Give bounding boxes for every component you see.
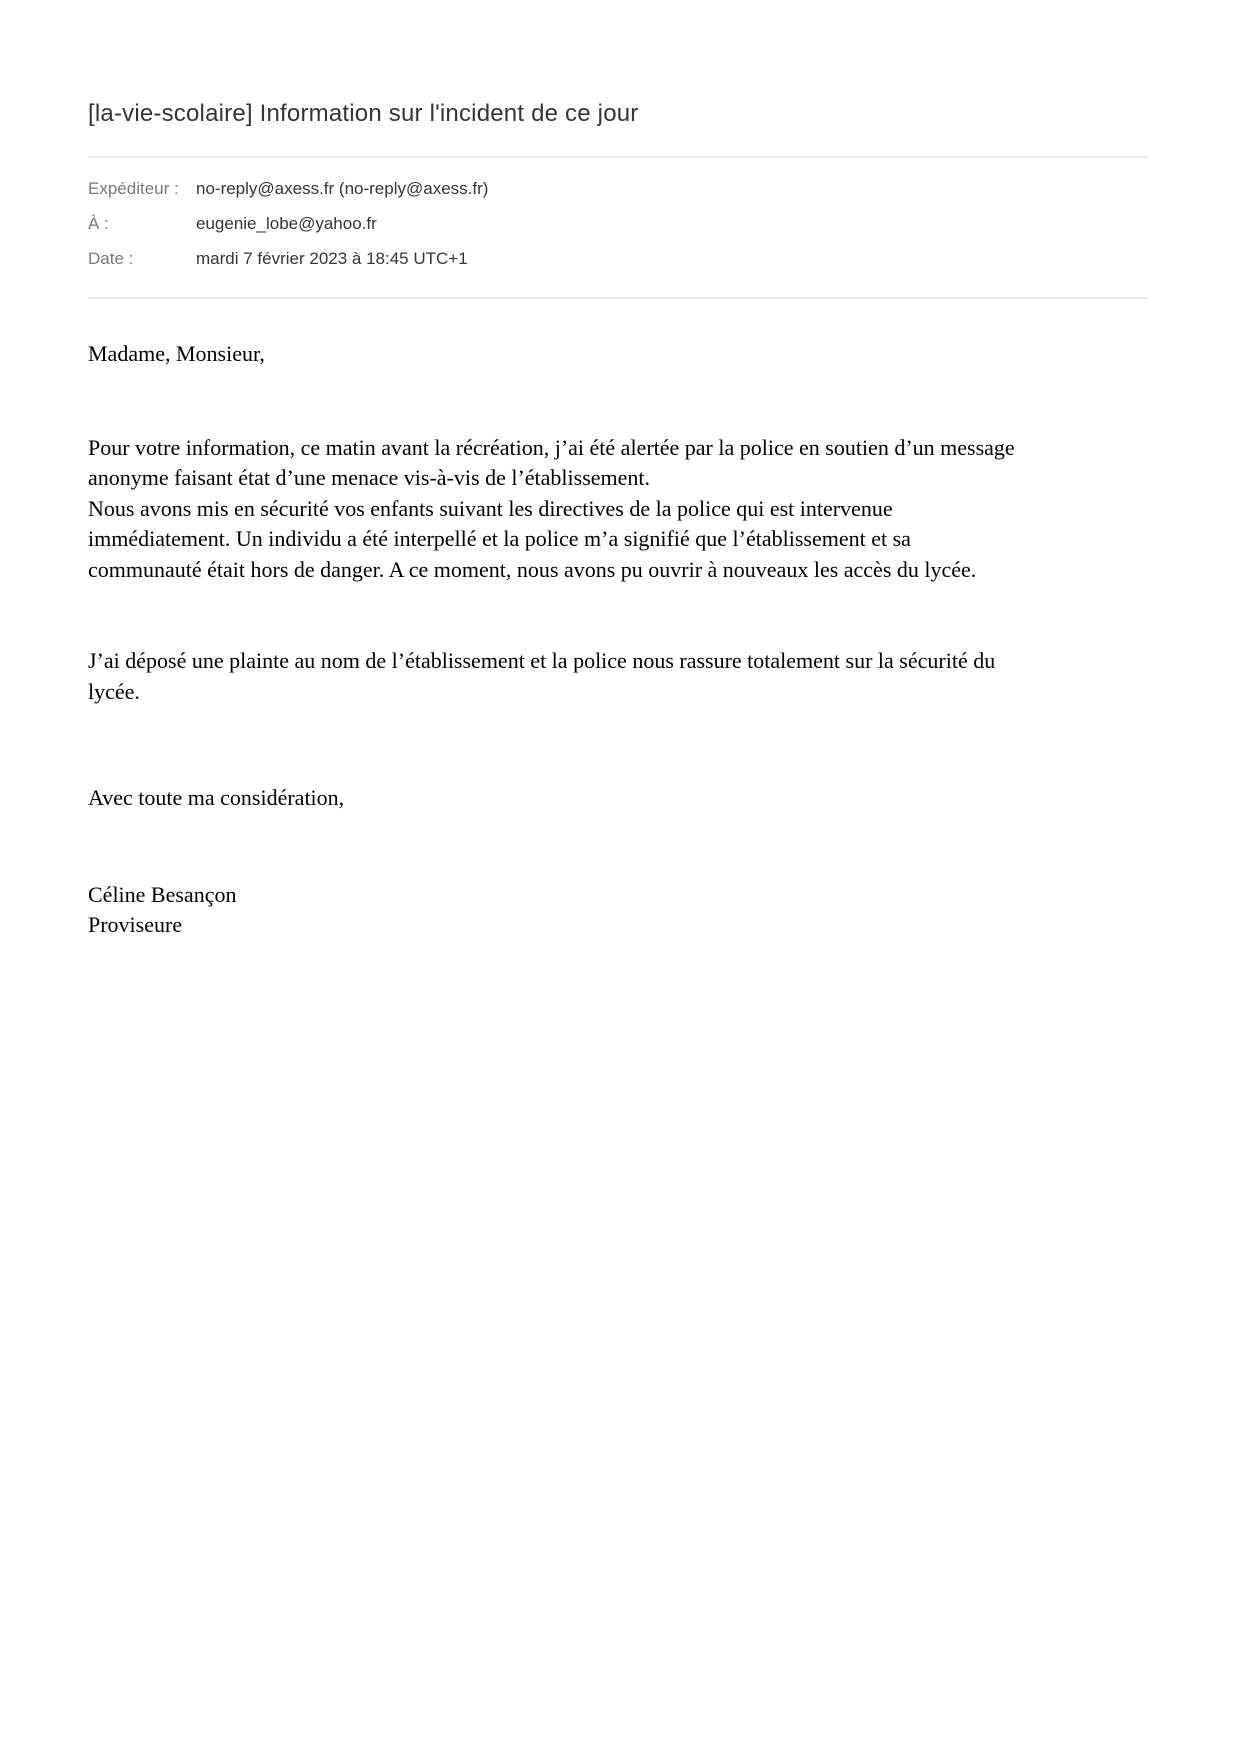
- header-row-date: [88, 242, 1149, 277]
- paragraph-plainte: J’ai déposé une plainte au nom de l’établissement et la police nous rassure totalement sur la sécurité du lycée.: [88, 648, 996, 704]
- signature-title: Proviseure: [88, 912, 183, 937]
- closing-line: Avec toute ma considération,: [88, 785, 345, 810]
- header-divider-top: [88, 156, 1148, 158]
- signature-block: [88, 880, 1028, 941]
- recipient-address: eugenie_lobe@yahoo.fr: [196, 214, 377, 233]
- paragraph-incident: [88, 433, 1028, 586]
- sender-label: Expéditeur :: [88, 179, 179, 198]
- paragraph-incident-sentence-2: Nous avons mis en sécurité vos enfants suivant les directives de la police qui est intervenue immédiatement. Un individu a été interpellé et la police m’a signifié que l’établissement et sa communauté était hors de danger. A ce moment, nous avons pu ouvrir à nouveaux les accès du lycée.: [88, 495, 977, 582]
- date-value: mardi 7 février 2023 à 18:45 UTC+1: [196, 249, 468, 268]
- email-body: [88, 339, 1028, 941]
- email-header-fields: [88, 172, 1149, 277]
- paragraph-incident-sentence-1: Pour votre information, ce matin avant la récréation, j’ai été alertée par la police en soutien d’un message anonyme faisant état d’une menace vis-à-vis de l’établissement.: [88, 434, 1015, 490]
- email-subject: [la-vie-scolaire] Information sur l'incident de ce jour: [88, 100, 639, 127]
- sender-address: no-reply@axess.fr (no-reply@axess.fr): [196, 179, 489, 198]
- signature-name: Céline Besançon: [88, 881, 237, 907]
- header-row-sender: [88, 172, 1149, 207]
- recipient-label: À :: [88, 214, 109, 233]
- date-label: Date :: [88, 249, 134, 268]
- header-row-recipient: [88, 207, 1149, 242]
- header-divider-bottom: [88, 297, 1148, 299]
- salutation: Madame, Monsieur,: [88, 341, 265, 366]
